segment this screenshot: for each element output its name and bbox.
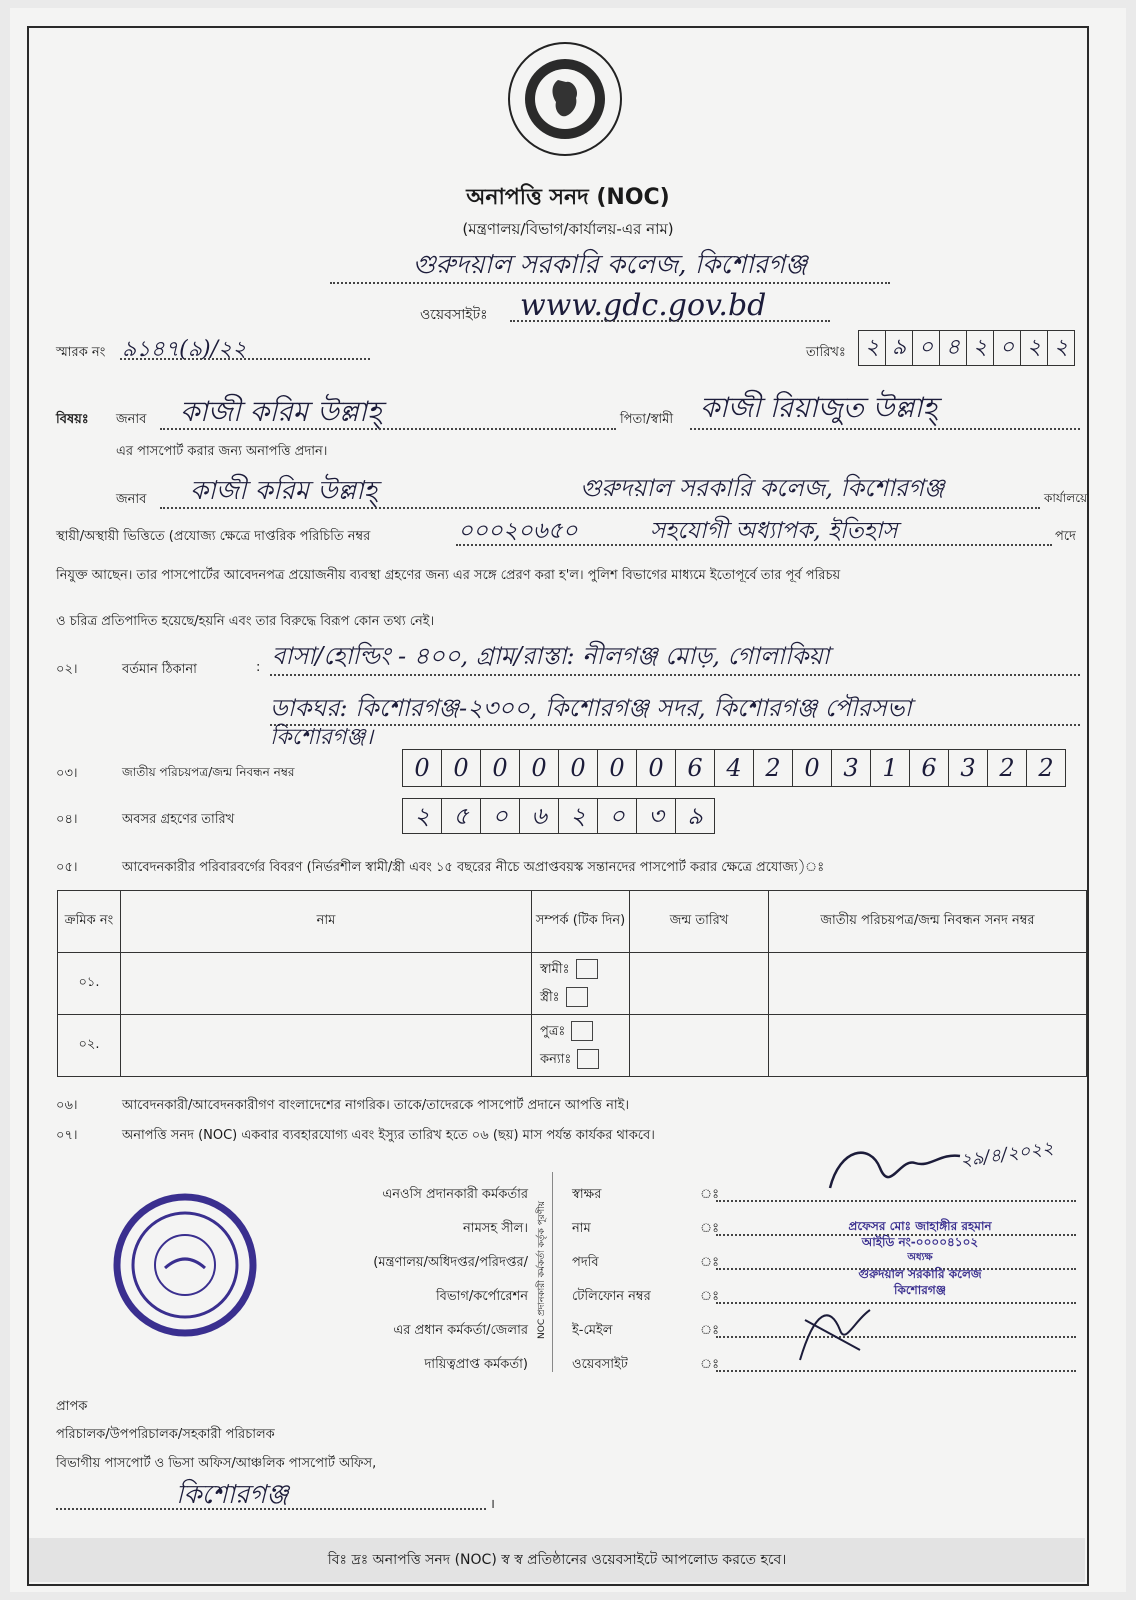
officer-desc-line: (মন্ত্রণালয়/অধিদপ্তর/পরিদপ্তর/: [373, 1255, 528, 1270]
recipient-place: কিশোরগঞ্জ: [176, 1480, 289, 1510]
field-label-website: ওয়েবসাইট: [572, 1357, 628, 1372]
nid-digit: 0: [598, 750, 637, 786]
nid-label: জাতীয় পরিচয়পত্র/জন্ম নিবন্ধন নম্বর: [122, 765, 295, 779]
family-table: [57, 890, 1087, 1077]
relation-label: কন্যাঃ: [540, 1051, 572, 1067]
nid-digit: 0: [559, 750, 598, 786]
nid-digit: 1: [871, 750, 910, 786]
initial-mark: [790, 1290, 880, 1370]
row-serial: ০২.: [58, 1015, 121, 1077]
stamp-org: গুরুদয়াল সরকারি কলেজ: [858, 1267, 982, 1281]
nid-boxes: [402, 749, 1066, 787]
phone-line: [716, 1302, 1076, 1304]
field-label-signature: স্বাক্ষর: [572, 1187, 602, 1202]
col-dob: জন্ম তারিখ: [630, 891, 769, 953]
date-digit: ২: [1021, 331, 1048, 365]
date-digit: ২: [859, 331, 886, 365]
footer-note: বিঃ দ্রঃ অনাপত্তি সনদ (NOC) স্ব স্ব প্রতিষ্ঠানের ওয়েবসাইটে আপলোড করতে হবে।: [327, 1552, 787, 1568]
retirement-digit: ০: [481, 799, 520, 833]
retirement-digit: ৩: [637, 799, 676, 833]
page-title: অনাপত্তি সনদ (NOC): [466, 185, 670, 210]
row-name-cell[interactable]: [121, 953, 532, 1015]
field-label-name: নাম: [572, 1221, 591, 1236]
nid-digit: 6: [910, 750, 949, 786]
family-label: আবেদনকারীর পরিবারবর্গের বিবরণ (নির্ভরশীল স্বামী/স্ত্রী এবং ১৫ বছরের নীচে অপ্রাপ্তবয়স্ক সন্তানদের পাসপোর্ট করার ক্ষেত্রে প্রযোজ্য)ঃ: [122, 860, 825, 875]
nid-num: ০৩।: [56, 766, 78, 781]
signature-date: ২৯/৪/২০২২: [958, 1137, 1055, 1172]
nid-digit: 2: [988, 750, 1027, 786]
stamp-post: অধ্যক্ষ: [907, 1252, 933, 1263]
row-relation-cell: [532, 1015, 630, 1077]
retirement-digit: ৫: [442, 799, 481, 833]
website-label: ওয়েবসাইটঃ: [420, 307, 488, 323]
retirement-label: অবসর গ্রহণের তারিখ: [122, 812, 235, 827]
recipient-line1: পরিচালক/উপপরিচালক/সহকারী পরিচালক: [56, 1427, 275, 1442]
family-num: ০৫।: [56, 860, 78, 875]
date-digit: ২: [1053, 335, 1069, 360]
basis-text: স্থায়ী/অস্থায়ী ভিত্তিতে (প্রযোজ্য ক্ষেত্রে দাপ্তরিক পরিচিতি নম্বর: [56, 529, 371, 544]
date-digit: ২: [967, 331, 994, 365]
relation-checkbox[interactable]: [566, 987, 588, 1007]
date-digit: ০: [994, 331, 1021, 365]
body-office: গুরুদয়াল সরকারি কলেজ, কিশোরগঞ্জ: [580, 474, 945, 502]
table-row: [58, 953, 1087, 1015]
government-emblem-icon: [506, 40, 624, 158]
retirement-boxes: [402, 798, 715, 834]
father-name: কাজী রিয়াজুত উল্লাহ্‌: [700, 391, 938, 424]
stamp-name: প্রফেসর মোঃ জাহাঙ্গীর রহমান: [848, 1219, 992, 1233]
officer-description: [260, 1178, 528, 1382]
stamp-city: কিশোরগঞ্জ: [894, 1283, 946, 1297]
recipient-line2: বিভাগীয় পাসপোর্ট ও ভিসা অফিস/আঞ্চলিক পাসপোর্ট অফিস,: [56, 1456, 377, 1471]
relation-checkbox[interactable]: [576, 959, 598, 979]
website-line: [510, 320, 830, 322]
memo-value: ৯১৪৭(৯)/২২: [122, 337, 247, 362]
nid-digit: 0: [442, 750, 481, 786]
row-serial: ০১.: [58, 953, 121, 1015]
clause-text: অনাপত্তি সনদ (NOC) একবার ব্যবহারযোগ্য এবং ইস্যুর তারিখ হতে ০৬ (ছয়) মাস পর্যন্ত কার্যকর থাকবে।: [122, 1128, 655, 1143]
col-nid: জাতীয় পরিচয়পত্র/জন্ম নিবন্ধন সনদ নম্বর: [769, 891, 1087, 953]
officer-field-colons: ঃ ঃ ঃ ঃ ঃ ঃ: [700, 1187, 720, 1372]
relation-label: স্বামীঃ: [540, 961, 570, 977]
officer-stamp: [800, 1218, 1040, 1298]
retirement-digit: ৯: [687, 802, 703, 830]
body-name: কাজী করিম উল্লাহ্‌: [190, 476, 378, 506]
clause-num: ০৬।: [56, 1098, 78, 1113]
address-line1: বাসা/হোল্ডিং - ৪০০, গ্রাম/রাস্তা: নীলগঞ্জ মোড়, গোলাকিয়া: [272, 642, 830, 670]
website-value: www.gdc.gov.bd: [520, 288, 767, 323]
retirement-digit: ০: [598, 799, 637, 833]
date-digit: ৯: [886, 331, 913, 365]
retirement-digit: ২: [559, 799, 598, 833]
nid-digit: 0: [403, 750, 442, 786]
recipient-place-line: [56, 1508, 486, 1510]
website-field-line: [716, 1370, 1076, 1372]
row-nid-cell[interactable]: [769, 1015, 1087, 1077]
address-line2-rule: [270, 724, 1080, 726]
clause-num: ০৭।: [56, 1128, 78, 1143]
subject-label: বিষয়ঃ: [56, 412, 89, 427]
table-header-row: [58, 891, 1087, 953]
body-line4: ও চরিত্র প্রতিপাদিত হয়েছে/হয়নি এবং তার বিরুদ্ধে বিরূপ কোন তথ্য নেই।: [56, 614, 435, 629]
row-dob-cell[interactable]: [630, 953, 769, 1015]
row-name-cell[interactable]: [121, 1015, 532, 1077]
relation-checkbox[interactable]: [571, 1021, 593, 1041]
ministry-caption: (মন্ত্রণালয়/বিভাগ/কার্যালয়-এর নাম): [462, 220, 674, 238]
relation-label: পুত্রঃ: [540, 1023, 566, 1039]
recipient-label: প্রাপক: [56, 1399, 88, 1414]
officer-desc-line: এনওসি প্রদানকারী কর্মকর্তার: [382, 1187, 528, 1202]
nid-digit: 2: [1038, 754, 1054, 782]
address-line2: ডাকঘর: কিশোরগঞ্জ-২৩০০, কিশোরগঞ্জ সদর, কিশোরগঞ্জ পৌরসভা: [270, 694, 912, 722]
address-colon: :: [256, 660, 261, 675]
date-digit: ০: [913, 331, 940, 365]
post-suffix: পদে: [1055, 529, 1076, 544]
nid-digit: 0: [637, 750, 676, 786]
col-name: নাম: [121, 891, 532, 953]
officer-vertical-note: NOC প্রদানকারী কর্মকর্তা কর্তৃক পূরণীয়: [537, 1200, 547, 1340]
address-label: বর্তমান ঠিকানা: [122, 662, 197, 677]
nid-digit: 3: [949, 750, 988, 786]
row-dob-cell[interactable]: [630, 1015, 769, 1077]
signature-line: [716, 1200, 1076, 1202]
official-id: ০০০২০৬৫০: [458, 518, 578, 544]
officer-desc-line: দায়িত্বপ্রাপ্ত কর্মকর্তা): [424, 1357, 528, 1372]
retirement-num: ০৪।: [56, 812, 78, 827]
row-relation-cell: [532, 953, 630, 1015]
address-num: ০২।: [56, 662, 78, 677]
memo-label: স্মারক নং: [56, 345, 106, 360]
nid-digit: 4: [715, 750, 754, 786]
relation-checkbox[interactable]: [577, 1049, 599, 1069]
nid-digit: 3: [832, 750, 871, 786]
body-mr-label: জনাব: [116, 492, 147, 507]
nid-digit: 6: [676, 750, 715, 786]
body-name-line: [160, 507, 1040, 509]
row-nid-cell[interactable]: [769, 953, 1087, 1015]
date-boxes: [858, 330, 1075, 366]
footer-note-bar: [29, 1538, 1085, 1582]
applicant-name: কাজী করিম উল্লাহ্‌: [180, 395, 382, 428]
address-line1-rule: [270, 674, 1080, 676]
date-digit: ৪: [940, 331, 967, 365]
field-label-phone: টেলিফোন নম্বর: [572, 1289, 651, 1304]
father-name-line: [690, 428, 1080, 430]
clause-text: আবেদনকারী/আবেদনকারীগণ বাংলাদেশের নাগরিক। তাকে/তাদেরকে পাসপোর্ট প্রদানে আপত্তি নাই।: [122, 1098, 630, 1113]
nid-digit: 2: [754, 750, 793, 786]
designation: সহযোগী অধ্যাপক, ইতিহাস: [650, 518, 898, 544]
recipient-end: ।: [490, 1497, 495, 1512]
ministry-name: গুরুদয়াল সরকারি কলেজ, কিশোরগঞ্জ: [412, 250, 808, 280]
subject-line2: এর পাসপোর্ট করার জন্য অনাপত্তি প্রদান।: [116, 444, 328, 459]
applicant-name-line: [160, 428, 616, 430]
col-relation: সম্পর্ক (টিক দিন): [532, 891, 630, 953]
retirement-digit: ৬: [520, 799, 559, 833]
father-label: পিতা/স্বামী: [620, 412, 674, 427]
subject-mr-label: জনাব: [116, 412, 147, 427]
signature-mark: [820, 1138, 970, 1198]
email-line: [716, 1336, 1076, 1338]
stamp-id: আইডি নং-০০০০৪১০২: [861, 1235, 979, 1249]
field-label-email: ই-মেইল: [572, 1323, 613, 1338]
ministry-name-line: [330, 282, 890, 284]
nid-digit: 0: [520, 750, 559, 786]
date-label: তারিখঃ: [806, 345, 846, 360]
officer-desc-line: বিভাগ/কর্পোরেশন: [435, 1289, 528, 1304]
nid-digit: 0: [481, 750, 520, 786]
officer-desc-line: এর প্রধান কর্মকর্তা/জেলার: [393, 1323, 528, 1338]
nid-digit: 0: [793, 750, 832, 786]
officer-desc-line: নামসহ সীল।: [463, 1221, 528, 1236]
memo-line: [120, 358, 370, 360]
designation-line: [456, 544, 1052, 546]
officer-field-labels: [572, 1178, 651, 1382]
col-serial: ক্রমিক নং: [58, 891, 121, 953]
field-label-designation: পদবি: [572, 1255, 599, 1270]
relation-label: স্ত্রীঃ: [540, 989, 560, 1005]
body-line3: নিযুক্ত আছেন। তার পাসপোর্টের আবেদনপত্র প্রয়োজনীয় ব্যবস্থা গ্রহণের জন্য এর সঙ্গে প্রেরণ করা হ'ল। পুলিশ বিভাগের মাধ্যমে ইতোপূর্বে তার পূর্ব পরিচয়: [56, 568, 841, 583]
office-suffix: কার্যালয়ে: [1044, 491, 1088, 505]
office-seal-icon: [110, 1190, 260, 1340]
address-line3: কিশোরগঞ্জ।: [270, 725, 374, 750]
table-row: [58, 1015, 1087, 1077]
retirement-digit: ২: [403, 799, 442, 833]
